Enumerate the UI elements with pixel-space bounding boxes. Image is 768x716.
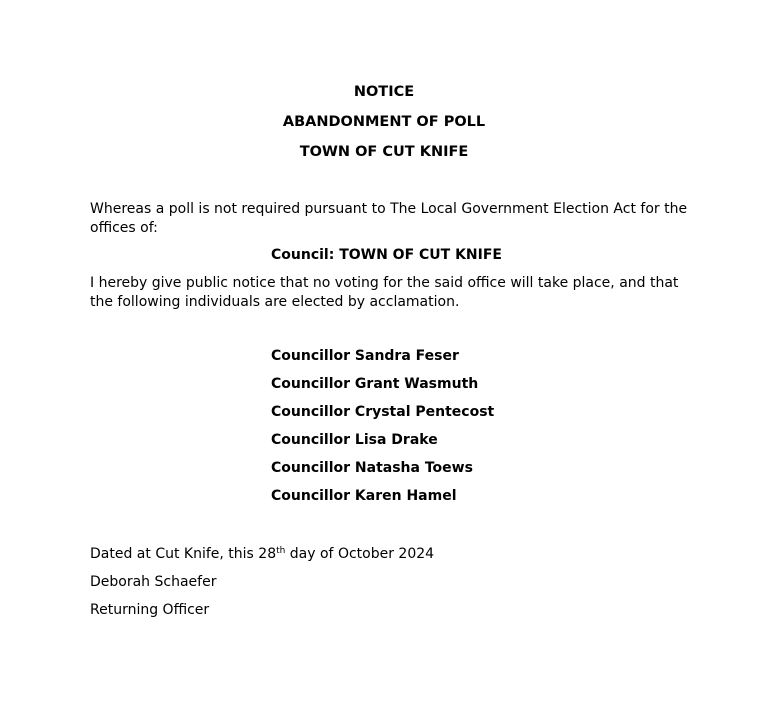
elected-councillor: Councillor Karen Hamel: [271, 488, 457, 504]
dated-line: [90, 545, 434, 563]
dated-rest: day of October 2024: [285, 546, 435, 562]
acclamation-paragraph: I hereby give public notice that no voting for the said office will take place, and that the following individuals are elected by acclamation.: [90, 275, 679, 310]
elected-councillor: Councillor Natasha Toews: [271, 460, 473, 476]
signatory-name: Deborah Schaefer: [90, 574, 217, 590]
elected-councillor: Councillor Sandra Feser: [271, 348, 459, 364]
elected-councillor: Councillor Lisa Drake: [271, 432, 438, 448]
notice-municipality: TOWN OF CUT KNIFE: [299, 144, 469, 160]
elected-list: [271, 347, 494, 515]
dated-prefix: Dated at Cut Knife, this 28: [90, 546, 277, 562]
notice-heading: NOTICE: [353, 84, 415, 100]
intro-paragraph: Whereas a poll is not required pursuant to The Local Government Election Act for the offices of:: [90, 201, 688, 236]
elected-councillor: Councillor Grant Wasmuth: [271, 376, 479, 392]
signatory-title: Returning Officer: [90, 602, 210, 618]
office-title: Council: TOWN OF CUT KNIFE: [271, 247, 502, 263]
notice-subheading: ABANDONMENT OF POLL: [282, 114, 486, 130]
ordinal-suffix: th: [276, 546, 286, 556]
elected-councillor: Councillor Crystal Pentecost: [271, 404, 495, 420]
